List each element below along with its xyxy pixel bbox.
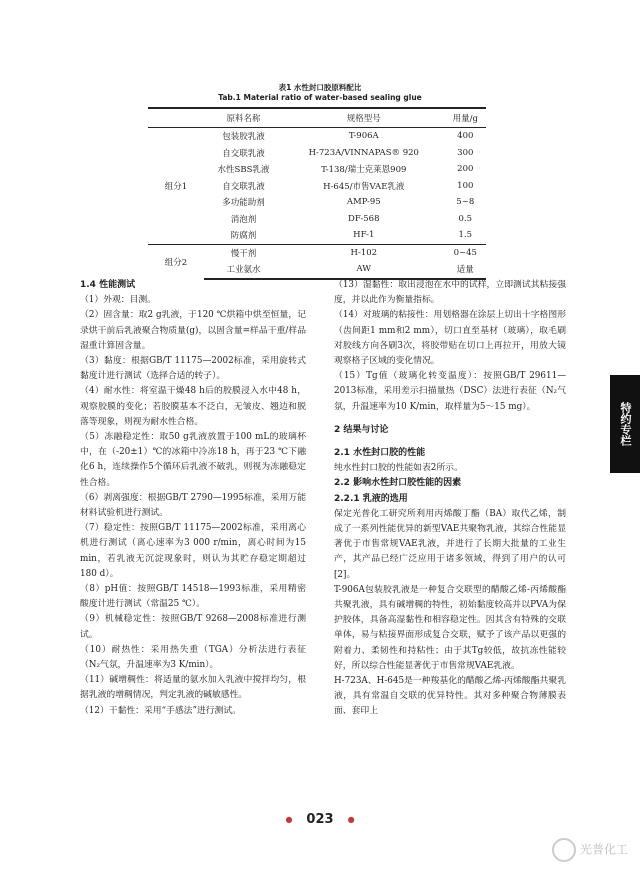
paragraph: （10）耐热性：采用热失重（TGA）分析法进行表征（N₂气氛，升温速率为3 K/min）。 [80, 644, 306, 671]
table-caption-cn: 表1 水性封口胶原料配比 [278, 83, 362, 92]
table-cell: 包装胶乳液 [222, 132, 265, 143]
group-label: 组分2 [148, 244, 204, 279]
paragraph: （9）机械稳定性：按照GB/T 9268—2008标准进行测试。 [80, 614, 306, 640]
bullet-icon: ● [285, 815, 293, 824]
section-heading: 1.4 性能测试 [80, 280, 136, 290]
paragraph: （8）pH值：按照GB/T 14518—1993标准，采用精密酸度计进行测试（常温25 ℃）。 [80, 584, 306, 610]
section-heading: 2.1 水性封口胶的性能 [334, 448, 426, 459]
paragraph: 保定光普化工研究所利用丙烯酸丁酯（BA）取代乙烯，制成了一系列性能优异的新型VAE共聚物乳液，其综合性能显著优于市售常规VAE乳液，并进行了长期大批量的工业生产，其产品已经广泛应用于诸多领域，得到了用户的认可[2]。 [334, 508, 566, 580]
paragraph: （7）稳定性：按照GB/T 11175—2002标准，采用离心机进行测试（离心速率为3 000 r/min，离心时间为15 min，若乳液无沉淀现象时，则认为其贮存稳定期超过180 d）。 [80, 523, 306, 579]
table-cell: HF-1 [353, 230, 375, 241]
paragraph: （11）碱增稠性：将适量的氨水加入乳液中搅拌均匀，根据乳液的增稠情况，判定乳液的碱敏感性。 [80, 675, 306, 701]
paragraph: （1）外观：目测。 [80, 295, 156, 306]
table-cell: 多功能助剂 [222, 198, 265, 209]
paragraph: （13）湿黏性：取出浸泡在水中的试样，立即测试其粘接强度，并以此作为衡量指标。 [334, 280, 566, 306]
table-cell: 防腐剂 [230, 231, 257, 242]
table-header-row [148, 108, 486, 128]
paragraph: （14）对玻璃的粘接性：用划格器在涂层上切出十字格图形（齿间距1 mm和2 mm），切口直至基材（玻璃），取毛刷对胶线方向各刷3次，将胶带贴在切口上再拉开，用放大镜观察格子区域的变化情况。 [334, 310, 566, 367]
table-cell: AW [283, 261, 445, 279]
paragraph: （4）耐水性：将室温干燥48 h后的胶膜浸入水中48 h，观察胶膜的变化；若胶膜基本不泛白，无皱皮、翘边和脱落等现象，则视为耐水性合格。 [80, 386, 306, 427]
section-heading: 2.2.1 乳液的选用 [334, 493, 408, 504]
table-row [148, 244, 486, 261]
table-cell: T-138/瑞士克莱恩909 [321, 165, 407, 176]
spacer [334, 415, 566, 423]
wechat-logo-icon [552, 838, 576, 862]
paragraph: （2）固含量：取2 g乳液，于120 ℃烘箱中烘至恒量，记录烘干前后乳液聚合物质量(g)，以固含量=样品干重/样品湿重计算固含量。 [80, 310, 306, 351]
table-cell: AMP-95 [346, 197, 381, 208]
table-cell: T-906A [348, 131, 379, 142]
table-cell: 200 [457, 164, 474, 175]
paragraph: （5）冻融稳定性：取50 g乳液放置于100 mL的玻璃杯中，在（-20±1）℃的冰箱中冷冻18 h，再于23 ℃下融化6 h，连续操作5个循环后乳液不破乳，则视为冻融稳定性合格。 [80, 432, 306, 488]
paragraph: 纯水性封口胶的性能如表2所示。 [334, 463, 463, 474]
paragraph: （15）Tg值（玻璃化转变温度）：按照GB/T 29611—2013标准，采用差示扫描量热（DSC）法进行表征（N₂气氛，升温速率为10 K/min，取样量为5～15 mg）。 [334, 371, 566, 412]
table-cell: H-102 [283, 244, 445, 261]
header-cell: 规格型号 [283, 108, 445, 128]
table-cell: 5~8 [456, 197, 475, 208]
material-table [148, 107, 486, 280]
table-cell: 适量 [445, 261, 486, 279]
section-heading: 2 结果与讨论 [334, 424, 389, 435]
table-cell: 400 [457, 131, 474, 142]
left-column [80, 278, 306, 719]
paragraph: T-906A包装胶乳液是一种复合交联型的醋酸乙烯-丙烯酸酯共聚乳液，具有碱增稠的特性，初始黏度较高并以PVA为保护胶体，具备高湿黏性和相容稳定性。因其含有特殊的交联单体，易与粘接界面形成复合交联，赋予了该产品以更强的附着力、柔韧性和持粘性；由于其Tg较低，故抗冻性能较好，所以综合性能显著优于市售常规VAE乳液。 [334, 584, 566, 671]
header-cell: 原料名称 [204, 108, 283, 128]
table-cell: 300 [457, 147, 474, 158]
table-cell: 自交联乳液 [222, 148, 265, 159]
section-heading: 2.2 影响水性封口胶性能的因素 [334, 478, 462, 489]
table-cell: 慢干剂 [204, 244, 283, 261]
table-cell: 100 [457, 180, 474, 191]
table-cell: 水性SBS乳液 [217, 165, 270, 176]
table-cell: DF-568 [348, 213, 380, 224]
watermark-text: 光普化工 [579, 842, 628, 857]
right-column [334, 278, 566, 720]
bullet-icon: ● [347, 815, 355, 824]
side-tab: 特约专栏 [610, 375, 640, 473]
page-number-row [0, 812, 640, 827]
table-cell: H-723A/VINNAPAS® 920 [308, 147, 419, 158]
group-label: 组分1 [164, 181, 188, 192]
paragraph: （3）黏度：根据GB/T 11175—2002标准，采用旋转式黏度计进行测试（选择合适的转子）。 [80, 356, 306, 382]
table-cell: 1.5 [458, 230, 473, 241]
table-caption-en: Tab.1 Material ratio of water-based sealing glue [218, 93, 422, 102]
page-number: 023 [306, 812, 334, 827]
paragraph: H-723A、H-645是一种羧基化的醋酸乙烯-丙烯酸酯共聚乳液，具有常温自交联的优异特性。其对多种聚合物薄膜表面、套印上 [334, 676, 566, 717]
table-cell: 0.5 [458, 213, 473, 224]
table-cell: 0~45 [445, 244, 486, 261]
header-cell: 用量/g [445, 108, 486, 128]
table-cell: 自交联乳液 [222, 181, 265, 192]
table-cell: 消泡剂 [230, 214, 257, 225]
table-cell: 工业氨水 [204, 261, 283, 279]
table-row [148, 128, 486, 145]
spacer [334, 438, 566, 446]
table-cell: H-645/市售VAE乳液 [323, 181, 405, 192]
watermark [552, 838, 628, 862]
paragraph: （12）干黏性：采用“手感法”进行测试。 [80, 705, 241, 716]
paragraph: （6）剥离强度：根据GB/T 2790—1995标准，采用万能材料试验机进行测试。 [80, 492, 306, 519]
